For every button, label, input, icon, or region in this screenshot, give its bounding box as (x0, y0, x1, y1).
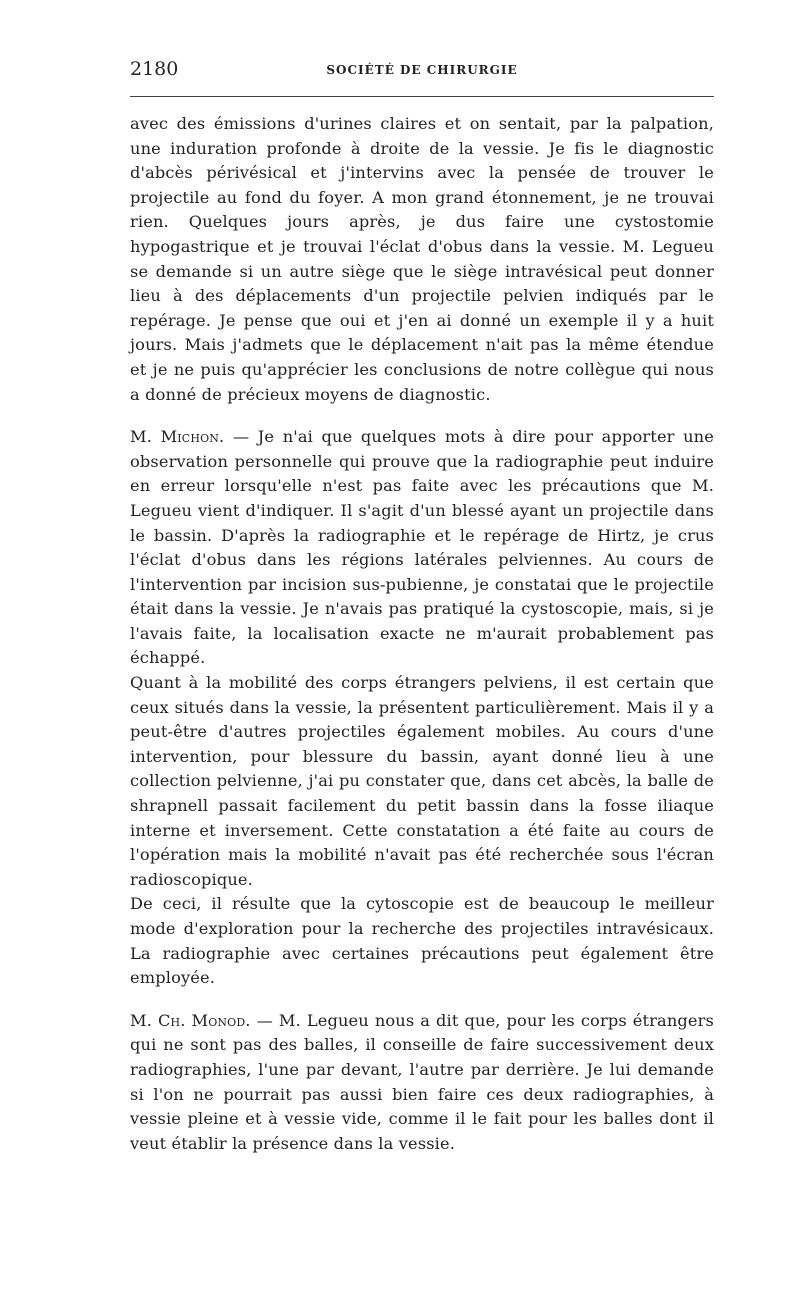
page-header (130, 58, 714, 88)
paragraph-michon: M. Michon. — Je n'ai que quelques mots à dire pour apporter une observation personnelle qui prouve que la radiographie peut induire en erreur lorsqu'elle n'est pas faite avec les précautions que M. Legueu vient d'indiquer. Il s'agit d'un blessé ayant un projectile dans le bassin. D'après la radiographie et le repérage de Hirtz, je crus l'éclat d'obus dans les régions latérales pelviennes. Au cours de l'intervention par incision sus-pubienne, je constatai que le projectile était dans la vessie. Je n'avais pas pratiqué la cystoscopie, mais, si je l'avais faite, la localisation exacte ne m'aurait probablement pas échappé. (130, 427, 714, 668)
page-body (130, 112, 714, 1156)
paragraph-monod: M. Ch. Monod. — M. Legueu nous a dit que, pour les corps étrangers qui ne sont pas des balles, il conseille de faire successivement deux radiographies, l'une par devant, l'autre par derrière. Je lui demande si l'on ne pourrait pas aussi bien faire ces deux radiographies, à vessie pleine et à vessie vide, comme il le fait pour les balles dont il veut établir la présence dans la vessie. (130, 1010, 715, 1153)
paragraph-mobility: Quant à la mobilité des corps étrangers pelviens, il est certain que ceux situés dans la vessie, la présentent particulièrement. Mais il y a peut-être d'autres projectiles également mobiles. Au cours d'une intervention, pour blessure du bassin, ayant donné lieu à une collection pelvienne, j'ai pu constater que, dans cet abcès, la balle de shrapnell passait facilement du petit bassin dans la fosse iliaque interne et inversement. Cette constatation a été faite au cours de l'opération mais la mobilité n'avait pas été recherchée sous l'écran radioscopique. (130, 673, 714, 889)
speaker-name: M. Michon. (130, 427, 225, 447)
paragraph-conclusion: De ceci, il résulte que la cytoscopie est de beaucoup le meilleur mode d'exploration pour la recherche des projectiles intravésicaux. La radiographie avec certaines précautions peut également être employée. (130, 894, 714, 988)
running-title: SOCIÉTÉ DE CHIRURGIE (326, 63, 518, 77)
speaker-name: M. Ch. Monod. (130, 1010, 251, 1030)
paragraph-1: avec des émissions d'urines claires et on sentait, par la palpation, une induration profonde à droite de la vessie. Je fis le diagnostic d'abcès périvésical et j'intervins avec la pensée de trouver le projectile au fond du foyer. A mon grand étonnement, je ne trouvai rien. Quelques jours après, je dus faire une cystostomie hypogastrique et je trouvai l'éclat d'obus dans la vessie. M. Legueu se demande si un autre siège que le siège intravésical peut donner lieu à des déplacements d'un projectile pelvien indiqués par le repérage. Je pense que oui et j'en ai donné un exemple il y a huit jours. Mais j'admets que le déplacement n'ait pas la même étendue et je ne puis qu'apprécier les conclusions de notre collègue qui nous a donné de précieux moyens de diagnostic. (130, 114, 714, 404)
page-number: 2180 (130, 58, 179, 80)
header-rule (130, 96, 714, 97)
